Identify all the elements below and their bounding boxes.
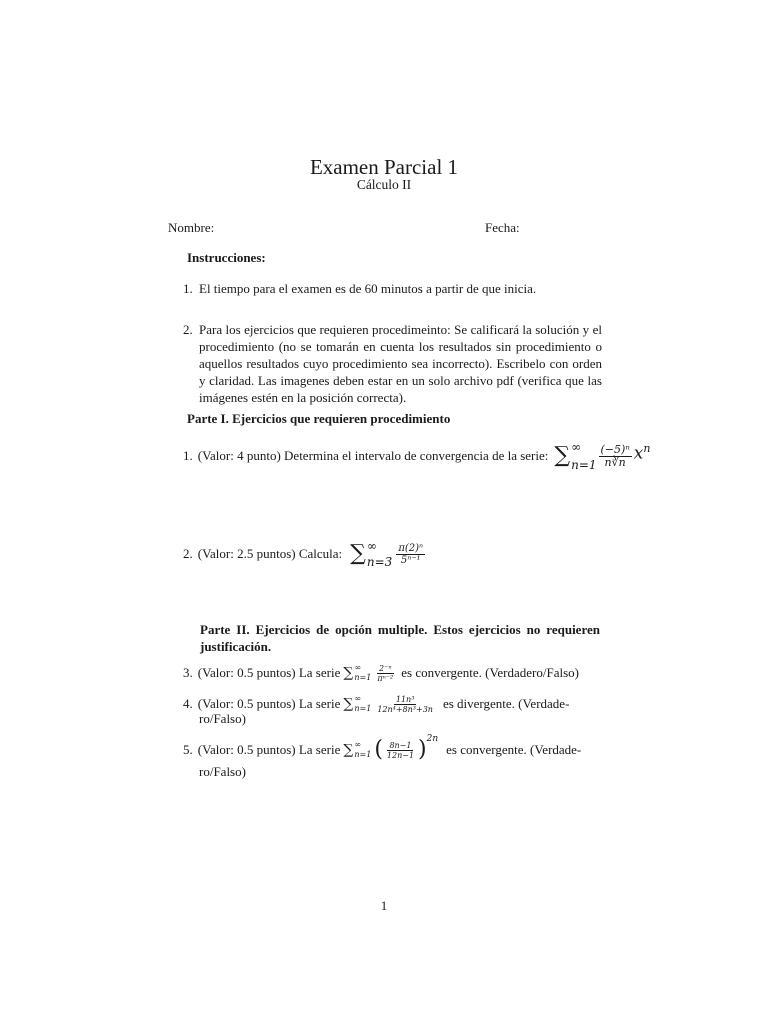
exam-title: Examen Parcial 1 [309, 155, 459, 179]
instruction-text: Para los ejercicios que requieren procedimeinto: Se calificará la solución y el procedimiento (no se tomarán en cuenta los resultados sin procedimiento o aquellos resultados cuyo procedimiento sea incorrecto). Escribelo con orden y claridad. Las imagenes deben estar en un solo archivo pdf (verifica que las imágenes estén en la posición correcta). [199, 322, 602, 405]
question-text-end: es divergente. (Verdade- [442, 696, 570, 711]
term-numerator: 8n−1 [389, 740, 412, 750]
sum-lower: n=1 [354, 704, 372, 713]
page-number: 1 [380, 898, 388, 913]
series-expression [554, 441, 650, 471]
sum-limits [354, 695, 371, 713]
sum-upper: ∞ [366, 539, 377, 553]
question-5 [183, 734, 582, 763]
sum-lower: n=3 [366, 555, 393, 569]
question-continuation: ro/Falso) [199, 764, 246, 779]
series-expression [343, 664, 397, 683]
question-text-end: es convergente. (Verdadero/Falso) [401, 665, 579, 680]
right-paren: ) [418, 737, 427, 762]
question-3 [183, 662, 579, 684]
sum-limits [354, 741, 371, 759]
power-exponent: n [643, 442, 651, 456]
question-text: (Valor: 0.5 puntos) La serie [197, 742, 341, 757]
sum-limits [571, 441, 596, 471]
term-denominator: 12n⁴+8n³+3n [377, 704, 433, 714]
instruction-number: 1. [183, 281, 193, 296]
term-exponent: 2n [426, 734, 439, 744]
sum-upper: ∞ [354, 663, 362, 672]
course-subtitle: Cálculo II [356, 177, 412, 192]
term-denominator: 5ⁿ⁻¹ [400, 554, 421, 566]
term-denominator: n∛n [604, 455, 626, 469]
series-expression [343, 734, 439, 762]
question-text-end: es convergente. (Verdade- [446, 742, 582, 757]
series-term [375, 695, 435, 714]
question-number: 2. [183, 546, 193, 561]
question-number: 1. [183, 448, 193, 463]
term-numerator: (−5)ⁿ [600, 442, 630, 456]
sum-lower: n=1 [354, 673, 372, 682]
question-text: (Valor: 0.5 puntos) La serie [197, 696, 341, 711]
question-2 [183, 538, 427, 570]
question-number: 3. [183, 665, 193, 680]
question-number: 4. [183, 696, 193, 711]
sum-upper: ∞ [571, 440, 582, 454]
sum-upper: ∞ [354, 740, 362, 749]
instructions-heading: Instrucciones: [187, 250, 266, 265]
question-1 [183, 438, 650, 474]
sum-lower: n=1 [354, 750, 372, 759]
series-expression [350, 540, 427, 568]
question-text: (Valor: 4 punto) Determina el intervalo de convergencia de la serie: [197, 448, 549, 463]
question-continuation: ro/Falso) [199, 711, 246, 726]
part1-heading: Parte I. Ejercicios que requieren procedimiento [187, 411, 451, 426]
term-numerator: π(2)ⁿ [398, 542, 424, 554]
question-text: (Valor: 0.5 puntos) La serie [197, 665, 341, 680]
term-numerator: 2⁻ⁿ [379, 663, 392, 673]
term-numerator: 11n³ [395, 694, 415, 704]
sigma-symbol: ∑ [554, 443, 571, 468]
date-label: Fecha: [485, 220, 520, 235]
power-term [634, 442, 651, 464]
term-denominator: πⁿ⁻² [377, 673, 394, 683]
name-label: Nombre: [168, 220, 215, 235]
series-term [396, 543, 425, 566]
instruction-number: 2. [183, 322, 193, 337]
sigma-symbol: ∑ [350, 541, 366, 566]
series-expression [343, 695, 437, 714]
instruction-text: El tiempo para el examen es de 60 minutos a partir de que inicia. [199, 281, 537, 296]
question-number: 5. [183, 742, 193, 757]
sum-upper: ∞ [354, 694, 362, 703]
sigma-symbol: ∑ [343, 696, 354, 712]
sigma-symbol: ∑ [343, 665, 354, 681]
sum-lower: n=1 [571, 458, 597, 472]
part2-heading: Parte II. Ejercicios de opción multiple. Estos ejercicios no requieren justificación. [200, 622, 600, 654]
power-base: x [633, 443, 644, 464]
question-text: (Valor: 2.5 puntos) Calcula: [197, 546, 343, 561]
series-term [385, 741, 416, 760]
term-denominator: 12n−1 [386, 750, 415, 760]
sum-limits [367, 540, 392, 568]
series-term [375, 664, 395, 683]
sum-limits [354, 664, 371, 682]
sigma-symbol: ∑ [343, 742, 354, 758]
left-paren: ( [374, 737, 383, 762]
series-term [599, 444, 632, 469]
